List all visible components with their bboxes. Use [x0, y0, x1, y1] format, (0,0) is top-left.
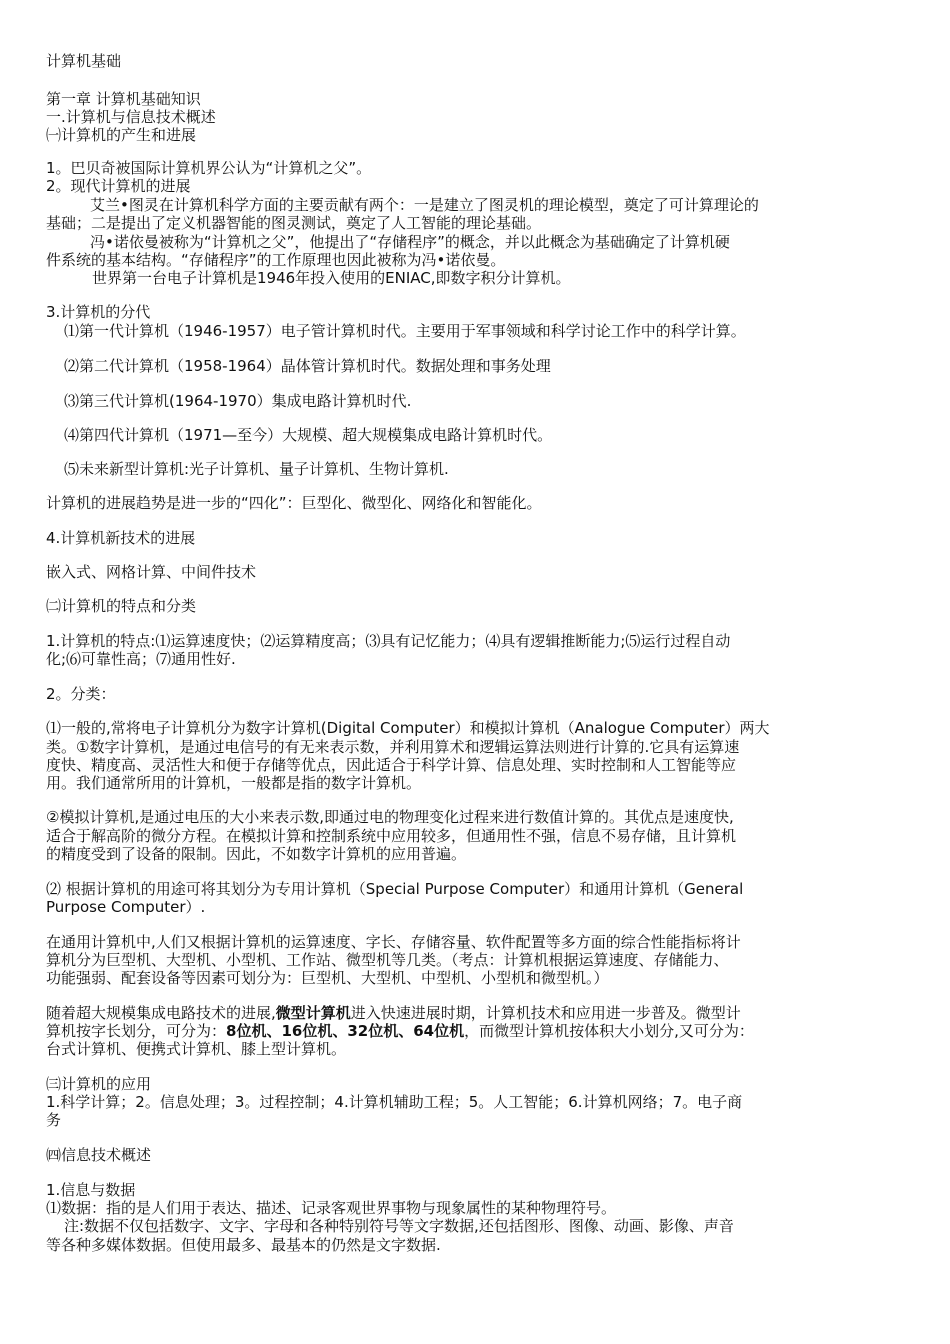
paragraph	[46, 1004, 906, 1023]
paragraph: 冯•诺依曼被称为“计算机之父”，他提出了“存储程序”的概念，并以此概念为基础确定了计算机硬	[90, 233, 730, 251]
paragraph: ⑴数据：指的是人们用于表达、描述、记录客观世界事物与现象属性的某种物理符号。	[46, 1199, 617, 1217]
list-item: ⑶第三代计算机(1964-1970）集成电路计算机时代.	[64, 392, 412, 410]
text-run: ，而微型计算机按体积大小划分,又可分为：	[464, 1022, 754, 1040]
paragraph: 用。我们通常所用的计算机，一般都是指的数字计算机。	[46, 774, 422, 792]
subsection-heading: ㈡计算机的特点和分类	[46, 597, 197, 615]
paragraph: 1.计算机的特点:⑴运算速度快；⑵运算精度高；⑶具有记忆能力；⑷具有逻辑推断能力;⑸运行过程自动	[46, 632, 731, 650]
paragraph: 嵌入式、网格计算、中间件技术	[46, 563, 257, 581]
paragraph: 2。分类：	[46, 685, 116, 703]
doc-title: 计算机基础	[46, 52, 122, 70]
section-heading: 一.计算机与信息技术概述	[46, 108, 216, 126]
paragraph: 度快、精度高、灵活性大和便于存储等优点，因此适合于科学计算、信息处理、实时控制和人工智能等应	[46, 756, 737, 774]
paragraph: 适合于解高阶的微分方程。在模拟计算和控制系统中应用较多，但通用性不强，信息不易存储，且计算机	[46, 827, 737, 845]
paragraph: ⑴一般的,常将电子计算机分为数字计算机(Digital Computer）和模拟计算机（Analogue Computer）两大	[46, 719, 770, 737]
list-item: ⑵第二代计算机（1958-1964）晶体管计算机时代。数据处理和事务处理	[64, 357, 551, 375]
paragraph: 基础；二是提出了定义机器智能的图灵测试，奠定了人工智能的理论基础。	[46, 214, 542, 232]
text-run: 算机按字长划分，可分为：	[46, 1022, 227, 1040]
text-run: 随着超大规模集成电路技术的进展,	[46, 1004, 276, 1022]
paragraph: 务	[46, 1111, 62, 1129]
list-item: ⑸未来新型计算机:光子计算机、量子计算机、生物计算机.	[64, 460, 449, 478]
bold-term: 微型计算机	[275, 1004, 351, 1022]
paragraph: 艾兰•图灵在计算机科学方面的主要贡献有两个：一是建立了图灵机的理论模型，奠定了可计算理论的	[90, 196, 759, 214]
paragraph: 2。现代计算机的进展	[46, 177, 191, 195]
paragraph: ②模拟计算机,是通过电压的大小来表示数,即通过电的物理变化过程来进行数值计算的。其优点是速度快,	[46, 808, 734, 826]
paragraph: 1.科学计算；2。信息处理；3。过程控制；4.计算机辅助工程；5。人工智能；6.计算机网络；7。电子商	[46, 1093, 743, 1111]
paragraph: 1。巴贝奇被国际计算机界公认为“计算机之父”。	[46, 159, 372, 177]
paragraph: 3.计算机的分代	[46, 303, 151, 321]
paragraph: 注:数据不仅包括数字、文字、字母和各种特别符号等文字数据,还包括图形、图像、动画、影像、声音	[64, 1217, 734, 1235]
paragraph: ⑵ 根据计算机的用途可将其划分为专用计算机（Special Purpose Computer）和通用计算机（General	[46, 880, 744, 898]
subsection-heading: ㈢计算机的应用	[46, 1075, 152, 1093]
subsection-heading: ㈣信息技术概述	[46, 1146, 152, 1164]
paragraph: 类。①数字计算机，是通过电信号的有无来表示数，并利用算术和逻辑运算法则进行计算的.它具有运算速	[46, 738, 740, 756]
paragraph: 4.计算机新技术的进展	[46, 529, 196, 547]
paragraph: 1.信息与数据	[46, 1181, 136, 1199]
paragraph: 的精度受到了设备的限制。因此，不如数字计算机的应用普遍。	[46, 845, 467, 863]
paragraph	[46, 1022, 906, 1041]
chapter-heading: 第一章 计算机基础知识	[46, 90, 201, 108]
bold-term: 8位机、16位机、32位机、64位机	[226, 1022, 465, 1040]
list-item: ⑷第四代计算机（1971—至今）大规模、超大规模集成电路计算机时代。	[64, 426, 553, 444]
paragraph: 等各种多媒体数据。但使用最多、最基本的仍然是文字数据.	[46, 1236, 441, 1254]
paragraph: 计算机的进展趋势是进一步的“四化”：巨型化、微型化、网络化和智能化。	[46, 494, 542, 512]
list-item: ⑴第一代计算机（1946-1957）电子管计算机时代。主要用于军事领域和科学讨论工作中的科学计算。	[64, 322, 746, 340]
paragraph: Purpose Computer）.	[46, 898, 206, 916]
paragraph: 功能强弱、配套设备等因素可划分为：巨型机、大型机、中型机、小型机和微型机。）	[46, 969, 609, 987]
paragraph: 世界第一台电子计算机是1946年投入使用的ENIAC,即数字积分计算机。	[92, 269, 571, 287]
paragraph: 化;⑹可靠性高；⑺通用性好.	[46, 650, 236, 668]
paragraph: 件系统的基本结构。“存储程序”的工作原理也因此被称为冯•诺依曼。	[46, 251, 506, 269]
text-run: 进入快速进展时期，计算机技术和应用进一步普及。微型计	[350, 1004, 741, 1022]
subsection-heading: ㈠计算机的产生和进展	[46, 126, 197, 144]
paragraph: 算机分为巨型机、大型机、小型机、工作站、微型机等几类。（考点：计算机根据运算速度、存储能力、	[46, 951, 729, 969]
paragraph: 台式计算机、便携式计算机、膝上型计算机。	[46, 1040, 347, 1058]
paragraph: 在通用计算机中,人们又根据计算机的运算速度、字长、存储容量、软件配置等多方面的综合性能指标将计	[46, 933, 741, 951]
